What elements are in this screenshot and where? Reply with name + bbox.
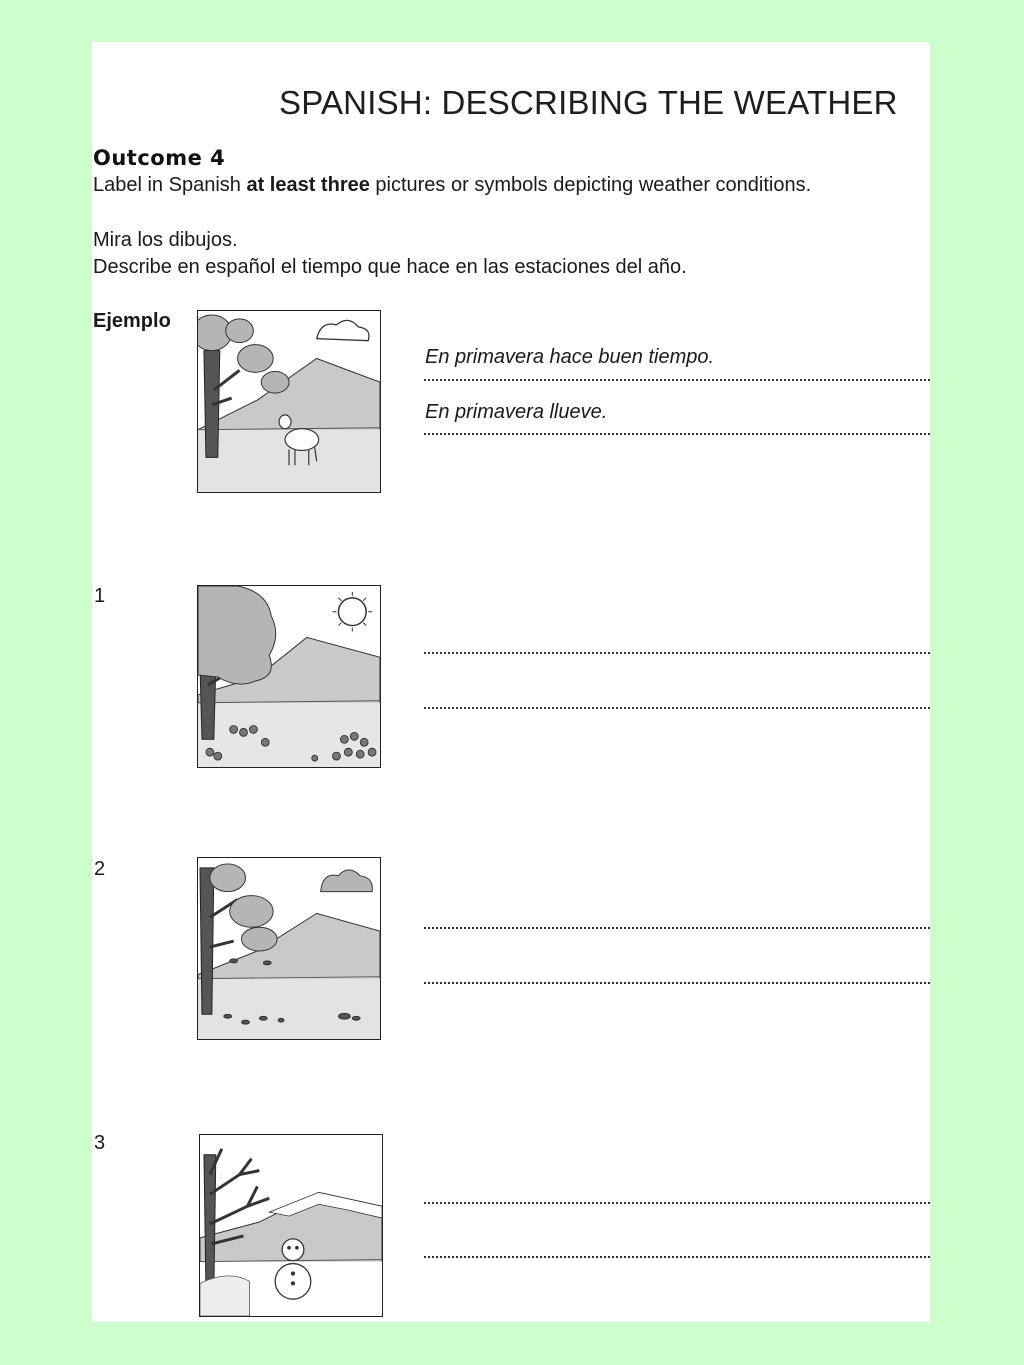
autumn-scene-picture bbox=[197, 857, 381, 1040]
winter-scene-illustration bbox=[200, 1135, 382, 1316]
answer-line[interactable] bbox=[424, 1202, 930, 1204]
spring-scene-picture bbox=[197, 310, 381, 493]
instruction-line: Mira los dibujos. bbox=[93, 229, 238, 251]
item-number: 3 bbox=[94, 1132, 106, 1154]
answer-line[interactable] bbox=[424, 927, 930, 929]
example-answer-line bbox=[424, 433, 930, 435]
example-answer: En primavera hace buen tiempo. bbox=[425, 346, 715, 368]
outcome-description bbox=[93, 174, 811, 197]
example-label: Ejemplo bbox=[93, 310, 171, 332]
example-answer: En primavera llueve. bbox=[425, 401, 608, 423]
sun-icon bbox=[333, 592, 373, 632]
outcome-text-emphasis: at least three bbox=[246, 174, 370, 196]
winter-scene-picture bbox=[199, 1134, 383, 1317]
outcome-text-before: Label in Spanish bbox=[93, 174, 247, 196]
worksheet-page bbox=[92, 42, 930, 1322]
item-number: 1 bbox=[94, 585, 106, 607]
example-answer-line bbox=[424, 379, 930, 381]
autumn-scene-illustration bbox=[198, 858, 380, 1039]
item-number: 2 bbox=[94, 858, 106, 880]
page-title: SPANISH: DESCRIBING THE WEATHER bbox=[279, 84, 898, 121]
answer-line[interactable] bbox=[424, 982, 930, 984]
summer-scene-illustration bbox=[198, 586, 380, 767]
spring-scene-illustration bbox=[198, 311, 380, 492]
answer-line[interactable] bbox=[424, 1256, 930, 1258]
outcome-heading: Outcome 4 bbox=[93, 146, 226, 170]
summer-scene-picture bbox=[197, 585, 381, 768]
answer-line[interactable] bbox=[424, 707, 930, 709]
instruction-line: Describe en español el tiempo que hace en las estaciones del año. bbox=[93, 256, 687, 278]
answer-line[interactable] bbox=[424, 652, 930, 654]
outcome-text-after: pictures or symbols depicting weather conditions. bbox=[369, 174, 812, 196]
